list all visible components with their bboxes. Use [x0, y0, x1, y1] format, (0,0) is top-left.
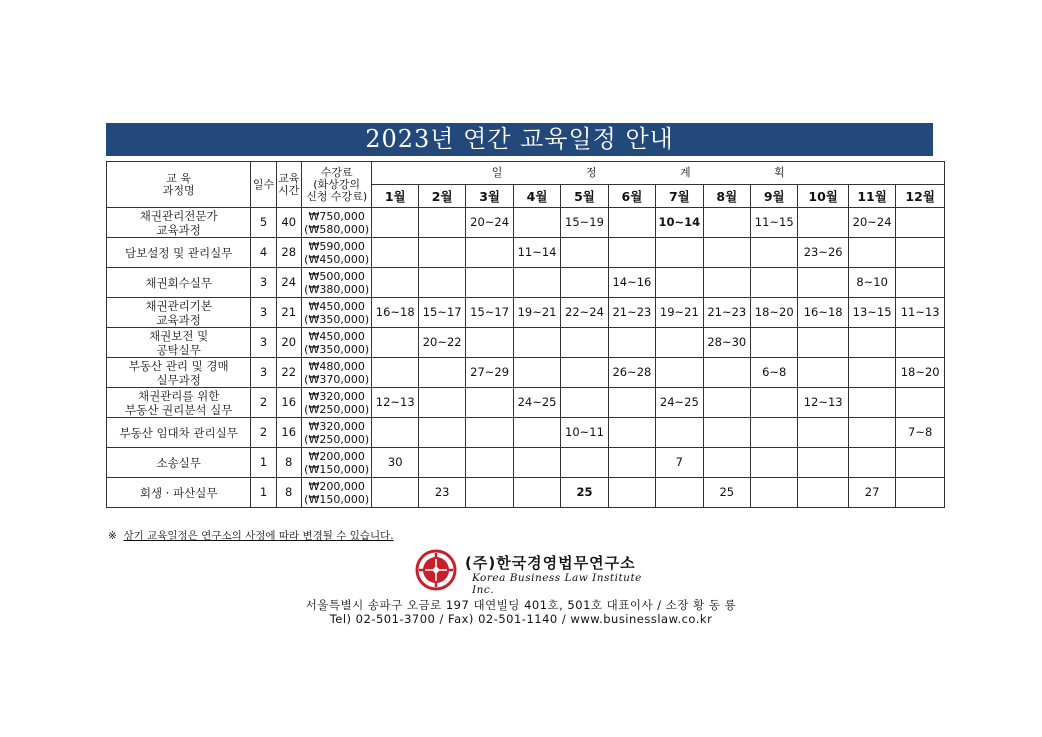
schedule-cell: [372, 478, 418, 508]
header-course: 교 육 과정명: [107, 162, 251, 208]
course-fee: ₩320,000 (₩250,000): [301, 418, 372, 448]
schedule-cell: [608, 388, 655, 418]
course-fee: ₩590,000 (₩450,000): [301, 238, 372, 268]
schedule-cell: [656, 268, 703, 298]
schedule-cell: 7~8: [896, 418, 945, 448]
course-name: 채권관리를 위한 부동산 권리분석 실무: [107, 388, 251, 418]
schedule-cell: [372, 418, 418, 448]
schedule-cell: [848, 238, 895, 268]
schedule-cell: 28~30: [703, 328, 750, 358]
header-days: 일수: [251, 162, 276, 208]
course-fee: ₩200,000 (₩150,000): [301, 478, 372, 508]
schedule-cell: [656, 358, 703, 388]
month-header: 8월: [703, 185, 750, 208]
schedule-cell: 8~10: [848, 268, 895, 298]
schedule-cell: [466, 478, 513, 508]
course-hours: 22: [276, 358, 301, 388]
header-plan: 일 정 계 획: [372, 162, 945, 185]
schedule-cell: [372, 358, 418, 388]
schedule-cell: [848, 358, 895, 388]
schedule-cell: [848, 418, 895, 448]
schedule-cell: 16~18: [798, 298, 848, 328]
course-days: 5: [251, 208, 276, 238]
schedule-cell: 25: [703, 478, 750, 508]
course-fee: ₩450,000 (₩350,000): [301, 298, 372, 328]
company-address: 서울특별시 송파구 오금로 197 대연빌딩 401호, 501호 대표이사 / 소장 황 동 룡: [305, 598, 737, 612]
table-row: [107, 448, 945, 478]
schedule-cell: [466, 328, 513, 358]
schedule-cell: 14~16: [608, 268, 655, 298]
schedule-cell: [418, 268, 465, 298]
course-hours: 24: [276, 268, 301, 298]
schedule-cell: [703, 448, 750, 478]
month-header: 5월: [561, 185, 608, 208]
schedule-cell: 12~13: [798, 388, 848, 418]
schedule-cell: [750, 418, 797, 448]
schedule-cell: [466, 388, 513, 418]
schedule-cell: 23~26: [798, 238, 848, 268]
page-title: 2023년 연간 교육일정 안내: [106, 123, 933, 156]
schedule-cell: [896, 328, 945, 358]
schedule-cell: 24~25: [513, 388, 560, 418]
month-header: 6월: [608, 185, 655, 208]
schedule-cell: [703, 388, 750, 418]
schedule-cell: [513, 418, 560, 448]
schedule-cell: [798, 268, 848, 298]
schedule-cell: 11~15: [750, 208, 797, 238]
schedule-cell: 20~24: [466, 208, 513, 238]
schedule-cell: [798, 478, 848, 508]
schedule-cell: 27: [848, 478, 895, 508]
schedule-cell: [656, 418, 703, 448]
schedule-cell: [372, 328, 418, 358]
schedule-cell: 6~8: [750, 358, 797, 388]
schedule-cell: [608, 208, 655, 238]
schedule-cell: [513, 208, 560, 238]
month-header: 2월: [418, 185, 465, 208]
course-hours: 16: [276, 388, 301, 418]
schedule-cell: [896, 448, 945, 478]
schedule-cell: 27~29: [466, 358, 513, 388]
table-row: [107, 358, 945, 388]
schedule-cell: [798, 448, 848, 478]
schedule-cell: 16~18: [372, 298, 418, 328]
schedule-cell: 18~20: [750, 298, 797, 328]
schedule-cell: [418, 448, 465, 478]
schedule-cell: [466, 238, 513, 268]
schedule-cell: [750, 448, 797, 478]
schedule-cell: [798, 358, 848, 388]
schedule-cell: [848, 388, 895, 418]
schedule-cell: 24~25: [656, 388, 703, 418]
schedule-cell: [561, 238, 608, 268]
course-name: 채권회수실무: [107, 268, 251, 298]
schedule-cell: [418, 388, 465, 418]
course-days: 1: [251, 478, 276, 508]
course-days: 3: [251, 298, 276, 328]
schedule-cell: [561, 268, 608, 298]
schedule-cell: [561, 388, 608, 418]
company-contact: Tel) 02-501-3700 / Fax) 02-501-1140 / www.businesslaw.co.kr: [329, 612, 713, 626]
course-name: 부동산 임대차 관리실무: [107, 418, 251, 448]
schedule-cell: [608, 238, 655, 268]
schedule-note: ※ 상기 교육일정은 연구소의 사정에 따라 변경될 수 있습니다.: [108, 530, 394, 542]
schedule-cell: [608, 478, 655, 508]
schedule-cell: 13~15: [848, 298, 895, 328]
schedule-cell: [798, 418, 848, 448]
schedule-cell: 12~13: [372, 388, 418, 418]
table-row: [107, 298, 945, 328]
course-hours: 16: [276, 418, 301, 448]
schedule-cell: 11~13: [896, 298, 945, 328]
table-row: [107, 478, 945, 508]
course-days: 2: [251, 388, 276, 418]
schedule-cell: [703, 268, 750, 298]
schedule-cell: 15~17: [466, 298, 513, 328]
header-fee: 수강료 (화상강의 신청 수강료): [301, 162, 372, 208]
company-logo: [414, 549, 664, 596]
schedule-cell: 10~11: [561, 418, 608, 448]
course-hours: 20: [276, 328, 301, 358]
course-hours: 8: [276, 478, 301, 508]
schedule-cell: [896, 268, 945, 298]
course-fee: ₩450,000 (₩350,000): [301, 328, 372, 358]
course-name: 채권관리기본 교육과정: [107, 298, 251, 328]
schedule-cell: 20~22: [418, 328, 465, 358]
schedule-cell: [896, 238, 945, 268]
schedule-cell: [372, 268, 418, 298]
schedule-cell: [513, 448, 560, 478]
schedule-cell: 25: [561, 478, 608, 508]
schedule-cell: [466, 268, 513, 298]
course-name: 소송실무: [107, 448, 251, 478]
course-name: 담보설정 및 관리실무: [107, 238, 251, 268]
schedule-cell: 21~23: [608, 298, 655, 328]
schedule-cell: [896, 208, 945, 238]
schedule-cell: 21~23: [703, 298, 750, 328]
schedule-cell: [656, 478, 703, 508]
schedule-cell: 30: [372, 448, 418, 478]
schedule-cell: [418, 358, 465, 388]
month-header: 11월: [848, 185, 895, 208]
header-hours: 교육 시간: [276, 162, 301, 208]
schedule-cell: [561, 358, 608, 388]
course-fee: ₩200,000 (₩150,000): [301, 448, 372, 478]
company-emblem-icon: [414, 549, 458, 591]
course-days: 1: [251, 448, 276, 478]
schedule-cell: [608, 328, 655, 358]
course-days: 3: [251, 268, 276, 298]
course-hours: 40: [276, 208, 301, 238]
course-name: 부동산 관리 및 경매 실무과정: [107, 358, 251, 388]
schedule-cell: [608, 418, 655, 448]
schedule-table: [106, 161, 945, 508]
schedule-cell: [703, 238, 750, 268]
schedule-cell: [466, 418, 513, 448]
schedule-cell: [418, 418, 465, 448]
schedule-cell: 19~21: [656, 298, 703, 328]
course-name: 채권보전 및 공탁실무: [107, 328, 251, 358]
schedule-cell: 15~19: [561, 208, 608, 238]
schedule-cell: [703, 358, 750, 388]
course-days: 4: [251, 238, 276, 268]
schedule-cell: [372, 238, 418, 268]
schedule-cell: [656, 328, 703, 358]
month-header: 12월: [896, 185, 945, 208]
month-header: 4월: [513, 185, 560, 208]
schedule-cell: [561, 328, 608, 358]
table-row: [107, 418, 945, 448]
schedule-cell: [513, 478, 560, 508]
schedule-cell: [656, 238, 703, 268]
course-days: 2: [251, 418, 276, 448]
course-fee: ₩750,000 (₩580,000): [301, 208, 372, 238]
table-row: [107, 268, 945, 298]
schedule-cell: 7: [656, 448, 703, 478]
schedule-cell: 20~24: [848, 208, 895, 238]
course-name: 회생 · 파산실무: [107, 478, 251, 508]
course-days: 3: [251, 358, 276, 388]
course-fee: ₩500,000 (₩380,000): [301, 268, 372, 298]
schedule-cell: 11~14: [513, 238, 560, 268]
month-header: 10월: [798, 185, 848, 208]
schedule-cell: 19~21: [513, 298, 560, 328]
schedule-cell: 23: [418, 478, 465, 508]
course-days: 3: [251, 328, 276, 358]
schedule-cell: [750, 328, 797, 358]
schedule-cell: [466, 448, 513, 478]
schedule-cell: [750, 478, 797, 508]
month-header: 3월: [466, 185, 513, 208]
schedule-cell: [896, 478, 945, 508]
month-header: 9월: [750, 185, 797, 208]
schedule-cell: [418, 208, 465, 238]
table-row: [107, 208, 945, 238]
course-hours: 21: [276, 298, 301, 328]
company-name: (주)한국경영법무연구소: [465, 554, 636, 572]
schedule-cell: [798, 208, 848, 238]
schedule-cell: [418, 238, 465, 268]
schedule-cell: 22~24: [561, 298, 608, 328]
schedule-cell: 10~14: [656, 208, 703, 238]
course-hours: 28: [276, 238, 301, 268]
company-name-english: Korea Business Law Institute Inc.: [472, 572, 642, 596]
schedule-cell: [513, 358, 560, 388]
schedule-cell: [750, 388, 797, 418]
schedule-cell: [608, 448, 655, 478]
month-header: 1월: [372, 185, 418, 208]
schedule-cell: [848, 328, 895, 358]
schedule-cell: 18~20: [896, 358, 945, 388]
schedule-cell: [513, 328, 560, 358]
table-row: [107, 238, 945, 268]
course-name: 채권관리전문가 교육과정: [107, 208, 251, 238]
schedule-cell: [561, 448, 608, 478]
schedule-cell: [372, 208, 418, 238]
month-header: 7월: [656, 185, 703, 208]
course-fee: ₩320,000 (₩250,000): [301, 388, 372, 418]
course-hours: 8: [276, 448, 301, 478]
schedule-cell: 26~28: [608, 358, 655, 388]
schedule-cell: [848, 448, 895, 478]
table-row: [107, 328, 945, 358]
schedule-cell: [750, 268, 797, 298]
schedule-cell: 15~17: [418, 298, 465, 328]
schedule-cell: [750, 238, 797, 268]
table-row: [107, 388, 945, 418]
schedule-cell: [703, 418, 750, 448]
schedule-cell: [703, 208, 750, 238]
schedule-cell: [513, 268, 560, 298]
schedule-cell: [798, 328, 848, 358]
schedule-cell: [896, 388, 945, 418]
course-fee: ₩480,000 (₩370,000): [301, 358, 372, 388]
